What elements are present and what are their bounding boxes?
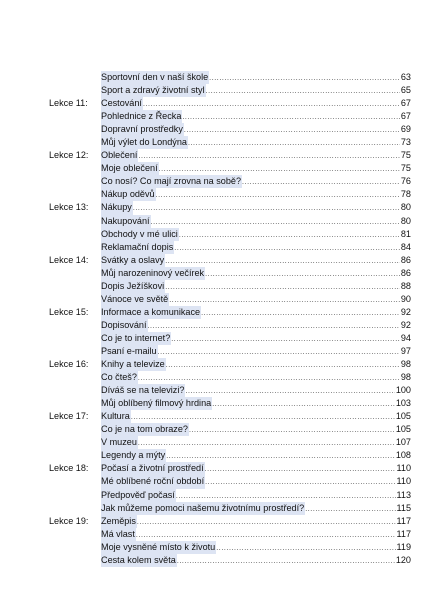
toc-row[interactable]: [49, 162, 411, 175]
page-number: 97: [400, 345, 411, 356]
page-number: 90: [400, 293, 411, 304]
toc-row[interactable]: [49, 332, 411, 345]
toc-entry[interactable]: [101, 110, 411, 124]
entry-title[interactable]: Můj výlet do Londýna: [101, 136, 188, 149]
entry-title[interactable]: Cesta kolem světa: [101, 554, 177, 567]
entry-title[interactable]: Svátky a oslavy: [101, 254, 165, 267]
entry-title[interactable]: Obchody v mé ulici: [101, 228, 179, 241]
entry-title[interactable]: Vánoce ve světě: [101, 293, 169, 306]
lesson-label: Lekce 14:: [49, 254, 89, 265]
toc-entry[interactable]: [101, 332, 411, 346]
toc-row[interactable]: [49, 475, 411, 488]
page-number: 92: [400, 319, 411, 330]
page-number: 115: [396, 502, 411, 513]
toc-entry[interactable]: [101, 228, 411, 242]
entry-title[interactable]: Co je na tom obraze?: [101, 423, 189, 436]
toc-row[interactable]: [49, 423, 411, 436]
entry-title[interactable]: Předpověď počasí: [101, 489, 176, 502]
entry-title[interactable]: Počasí a životní prostředí: [101, 462, 205, 475]
entry-title[interactable]: Cestování: [101, 97, 143, 110]
page-number: 105: [395, 411, 411, 422]
toc-entry[interactable]: [101, 293, 411, 307]
toc-entry[interactable]: [101, 345, 411, 359]
toc-row[interactable]: [49, 489, 411, 502]
toc-row[interactable]: [49, 462, 411, 475]
page-number: 117: [396, 528, 411, 539]
toc-entry[interactable]: [101, 502, 411, 516]
toc-entry[interactable]: [101, 267, 411, 281]
entry-title[interactable]: Díváš se na televizi?: [101, 384, 185, 397]
toc-row[interactable]: [49, 358, 411, 371]
page-number: 110: [396, 476, 411, 487]
toc-row[interactable]: [49, 554, 411, 567]
entry-title[interactable]: Dopis Ježíškovi: [101, 280, 165, 293]
toc-row[interactable]: [49, 515, 411, 528]
entry-title[interactable]: Oblečení: [101, 149, 138, 162]
page-number: 107: [395, 437, 411, 448]
toc-entry[interactable]: [101, 306, 411, 320]
toc-row[interactable]: [49, 267, 411, 280]
toc-entry[interactable]: [101, 71, 411, 85]
entry-title[interactable]: Zeměpis: [101, 515, 137, 528]
toc-entry[interactable]: [101, 515, 411, 529]
toc-entry[interactable]: [101, 423, 411, 437]
page-number: 81: [400, 228, 411, 239]
toc-entry[interactable]: [101, 188, 411, 202]
toc-entry[interactable]: [101, 397, 411, 411]
page-number: 67: [400, 111, 411, 122]
toc-row[interactable]: [49, 254, 411, 267]
page-number: 63: [400, 72, 411, 82]
page-number: 84: [400, 241, 411, 252]
page-number: 65: [400, 85, 411, 96]
page-number: 110: [396, 463, 411, 474]
toc-row[interactable]: [49, 319, 411, 332]
page-number: 98: [400, 372, 411, 383]
page-number: 75: [400, 150, 411, 161]
dot-leader: [177, 555, 395, 568]
entry-title[interactable]: Informace a komunikace: [101, 306, 201, 319]
entry-title[interactable]: Jak můžeme pomoci našemu životnímu prostředí?: [101, 502, 305, 515]
toc-entry[interactable]: [101, 528, 411, 542]
entry-title[interactable]: Dopisování: [101, 319, 148, 332]
page-number: 120: [395, 554, 411, 565]
entry-title[interactable]: Nákup oděvů: [101, 188, 156, 201]
toc-entry[interactable]: [101, 241, 411, 255]
lesson-label: Lekce 15:: [49, 306, 89, 317]
toc-entry[interactable]: [101, 280, 411, 294]
toc-entry[interactable]: [101, 475, 411, 489]
page-number: 117: [396, 515, 411, 526]
toc-row[interactable]: [49, 436, 411, 449]
toc-entry[interactable]: [101, 371, 411, 385]
toc-row[interactable]: [49, 502, 411, 515]
entry-title[interactable]: Moje vysněné místo k životu: [101, 541, 216, 554]
toc-row[interactable]: [49, 449, 411, 462]
page-number: 92: [400, 306, 411, 317]
toc-row[interactable]: [49, 228, 411, 241]
page-number: 69: [400, 124, 411, 135]
page-number: 103: [395, 398, 411, 409]
page-number: 105: [395, 424, 411, 435]
toc-row[interactable]: [49, 110, 411, 123]
toc-entry[interactable]: [101, 554, 411, 568]
toc-entry[interactable]: [101, 489, 411, 503]
page-number: 86: [400, 254, 411, 265]
page-number: 119: [396, 541, 411, 552]
entry-title[interactable]: Reklamační dopis: [101, 241, 174, 254]
lesson-label: Lekce 12:: [49, 150, 89, 161]
page-number: 113: [396, 489, 411, 500]
toc-entry[interactable]: [101, 201, 411, 215]
toc-row[interactable]: [49, 241, 411, 254]
entry-title[interactable]: Můj oblíbený filmový hrdina: [101, 397, 212, 410]
toc-row[interactable]: [49, 371, 411, 384]
toc-row[interactable]: [49, 528, 411, 541]
toc-row[interactable]: [49, 123, 411, 136]
toc-row[interactable]: [49, 201, 411, 214]
toc-row[interactable]: [49, 188, 411, 201]
toc-row[interactable]: [49, 384, 411, 397]
entry-title[interactable]: Sportovní den v naší škole: [101, 71, 209, 84]
page-number: 98: [400, 359, 411, 370]
entry-title[interactable]: Co nosí? Co mají zrovna na sobě?: [101, 175, 242, 188]
page-number: 94: [400, 332, 411, 343]
entry-title[interactable]: Sport a zdravý životní styl: [101, 84, 206, 97]
entry-title[interactable]: V muzeu: [101, 436, 138, 449]
toc-entry[interactable]: [101, 149, 411, 163]
toc-row[interactable]: [49, 306, 411, 319]
toc-entry[interactable]: [101, 123, 411, 137]
page-number: 80: [400, 202, 411, 213]
entry-title[interactable]: Nákupy: [101, 201, 133, 214]
toc-entry[interactable]: [101, 449, 411, 463]
toc-entry[interactable]: [101, 136, 411, 150]
entry-title[interactable]: Pohlednice z Řecka: [101, 110, 182, 123]
page-number: 108: [395, 450, 411, 461]
toc-row[interactable]: [49, 345, 411, 358]
lesson-label: Lekce 11:: [49, 98, 88, 109]
toc-entry[interactable]: [101, 462, 411, 476]
lesson-label: Lekce 19:: [49, 515, 89, 526]
entry-title[interactable]: Co je to internet?: [101, 332, 171, 345]
toc-row[interactable]: [49, 293, 411, 306]
toc-entry[interactable]: [101, 84, 411, 98]
toc-row[interactable]: [49, 280, 411, 293]
entry-title[interactable]: Můj narozeninový večírek: [101, 267, 205, 280]
toc-entry[interactable]: [101, 319, 411, 333]
page-number: 76: [400, 176, 411, 187]
lesson-label: Lekce 18:: [49, 463, 89, 474]
toc-entry[interactable]: [101, 254, 411, 268]
lesson-label: Lekce 13:: [49, 202, 89, 213]
table-of-contents: [49, 71, 411, 567]
toc-row[interactable]: [49, 71, 411, 84]
toc-row[interactable]: [49, 397, 411, 410]
toc-row[interactable]: [49, 410, 411, 423]
page-number: 67: [400, 98, 411, 109]
toc-row[interactable]: [49, 97, 411, 110]
entry-title[interactable]: Co čteš?: [101, 371, 138, 384]
page-number: 88: [400, 280, 411, 291]
toc-entry[interactable]: [101, 541, 411, 555]
toc-entry[interactable]: [101, 162, 411, 176]
page-number: 78: [400, 189, 411, 200]
toc-row[interactable]: [49, 175, 411, 188]
entry-title[interactable]: Dopravní prostředky: [101, 123, 184, 136]
entry-title[interactable]: Má vlast: [101, 528, 136, 541]
toc-row[interactable]: [49, 84, 411, 97]
page-number: 75: [400, 163, 411, 174]
page-number: 100: [395, 385, 411, 396]
toc-entry[interactable]: [101, 436, 411, 450]
entry-title[interactable]: Nakupování: [101, 215, 151, 228]
toc-row[interactable]: [49, 136, 411, 149]
lesson-label: Lekce 16:: [49, 359, 89, 370]
toc-entry[interactable]: [101, 358, 411, 372]
toc-entry[interactable]: [101, 175, 411, 189]
entry-title[interactable]: Moje oblečení: [101, 162, 159, 175]
page-number: 73: [400, 137, 411, 148]
entry-title[interactable]: Mé oblíbené roční období: [101, 475, 205, 488]
toc-row[interactable]: [49, 149, 411, 162]
toc-row[interactable]: [49, 215, 411, 228]
entry-title[interactable]: Legendy a mýty: [101, 449, 166, 462]
page-number: 86: [400, 267, 411, 278]
page-number: 80: [400, 215, 411, 226]
toc-row[interactable]: [49, 541, 411, 554]
entry-title[interactable]: Kultura: [101, 410, 131, 423]
toc-entry[interactable]: [101, 384, 411, 398]
toc-entry[interactable]: [101, 410, 411, 424]
entry-title[interactable]: Knihy a televize: [101, 358, 166, 371]
entry-title[interactable]: Psaní e-mailu: [101, 345, 158, 358]
toc-entry[interactable]: [101, 97, 411, 111]
toc-entry[interactable]: [101, 215, 411, 229]
lesson-label: Lekce 17:: [49, 411, 89, 422]
